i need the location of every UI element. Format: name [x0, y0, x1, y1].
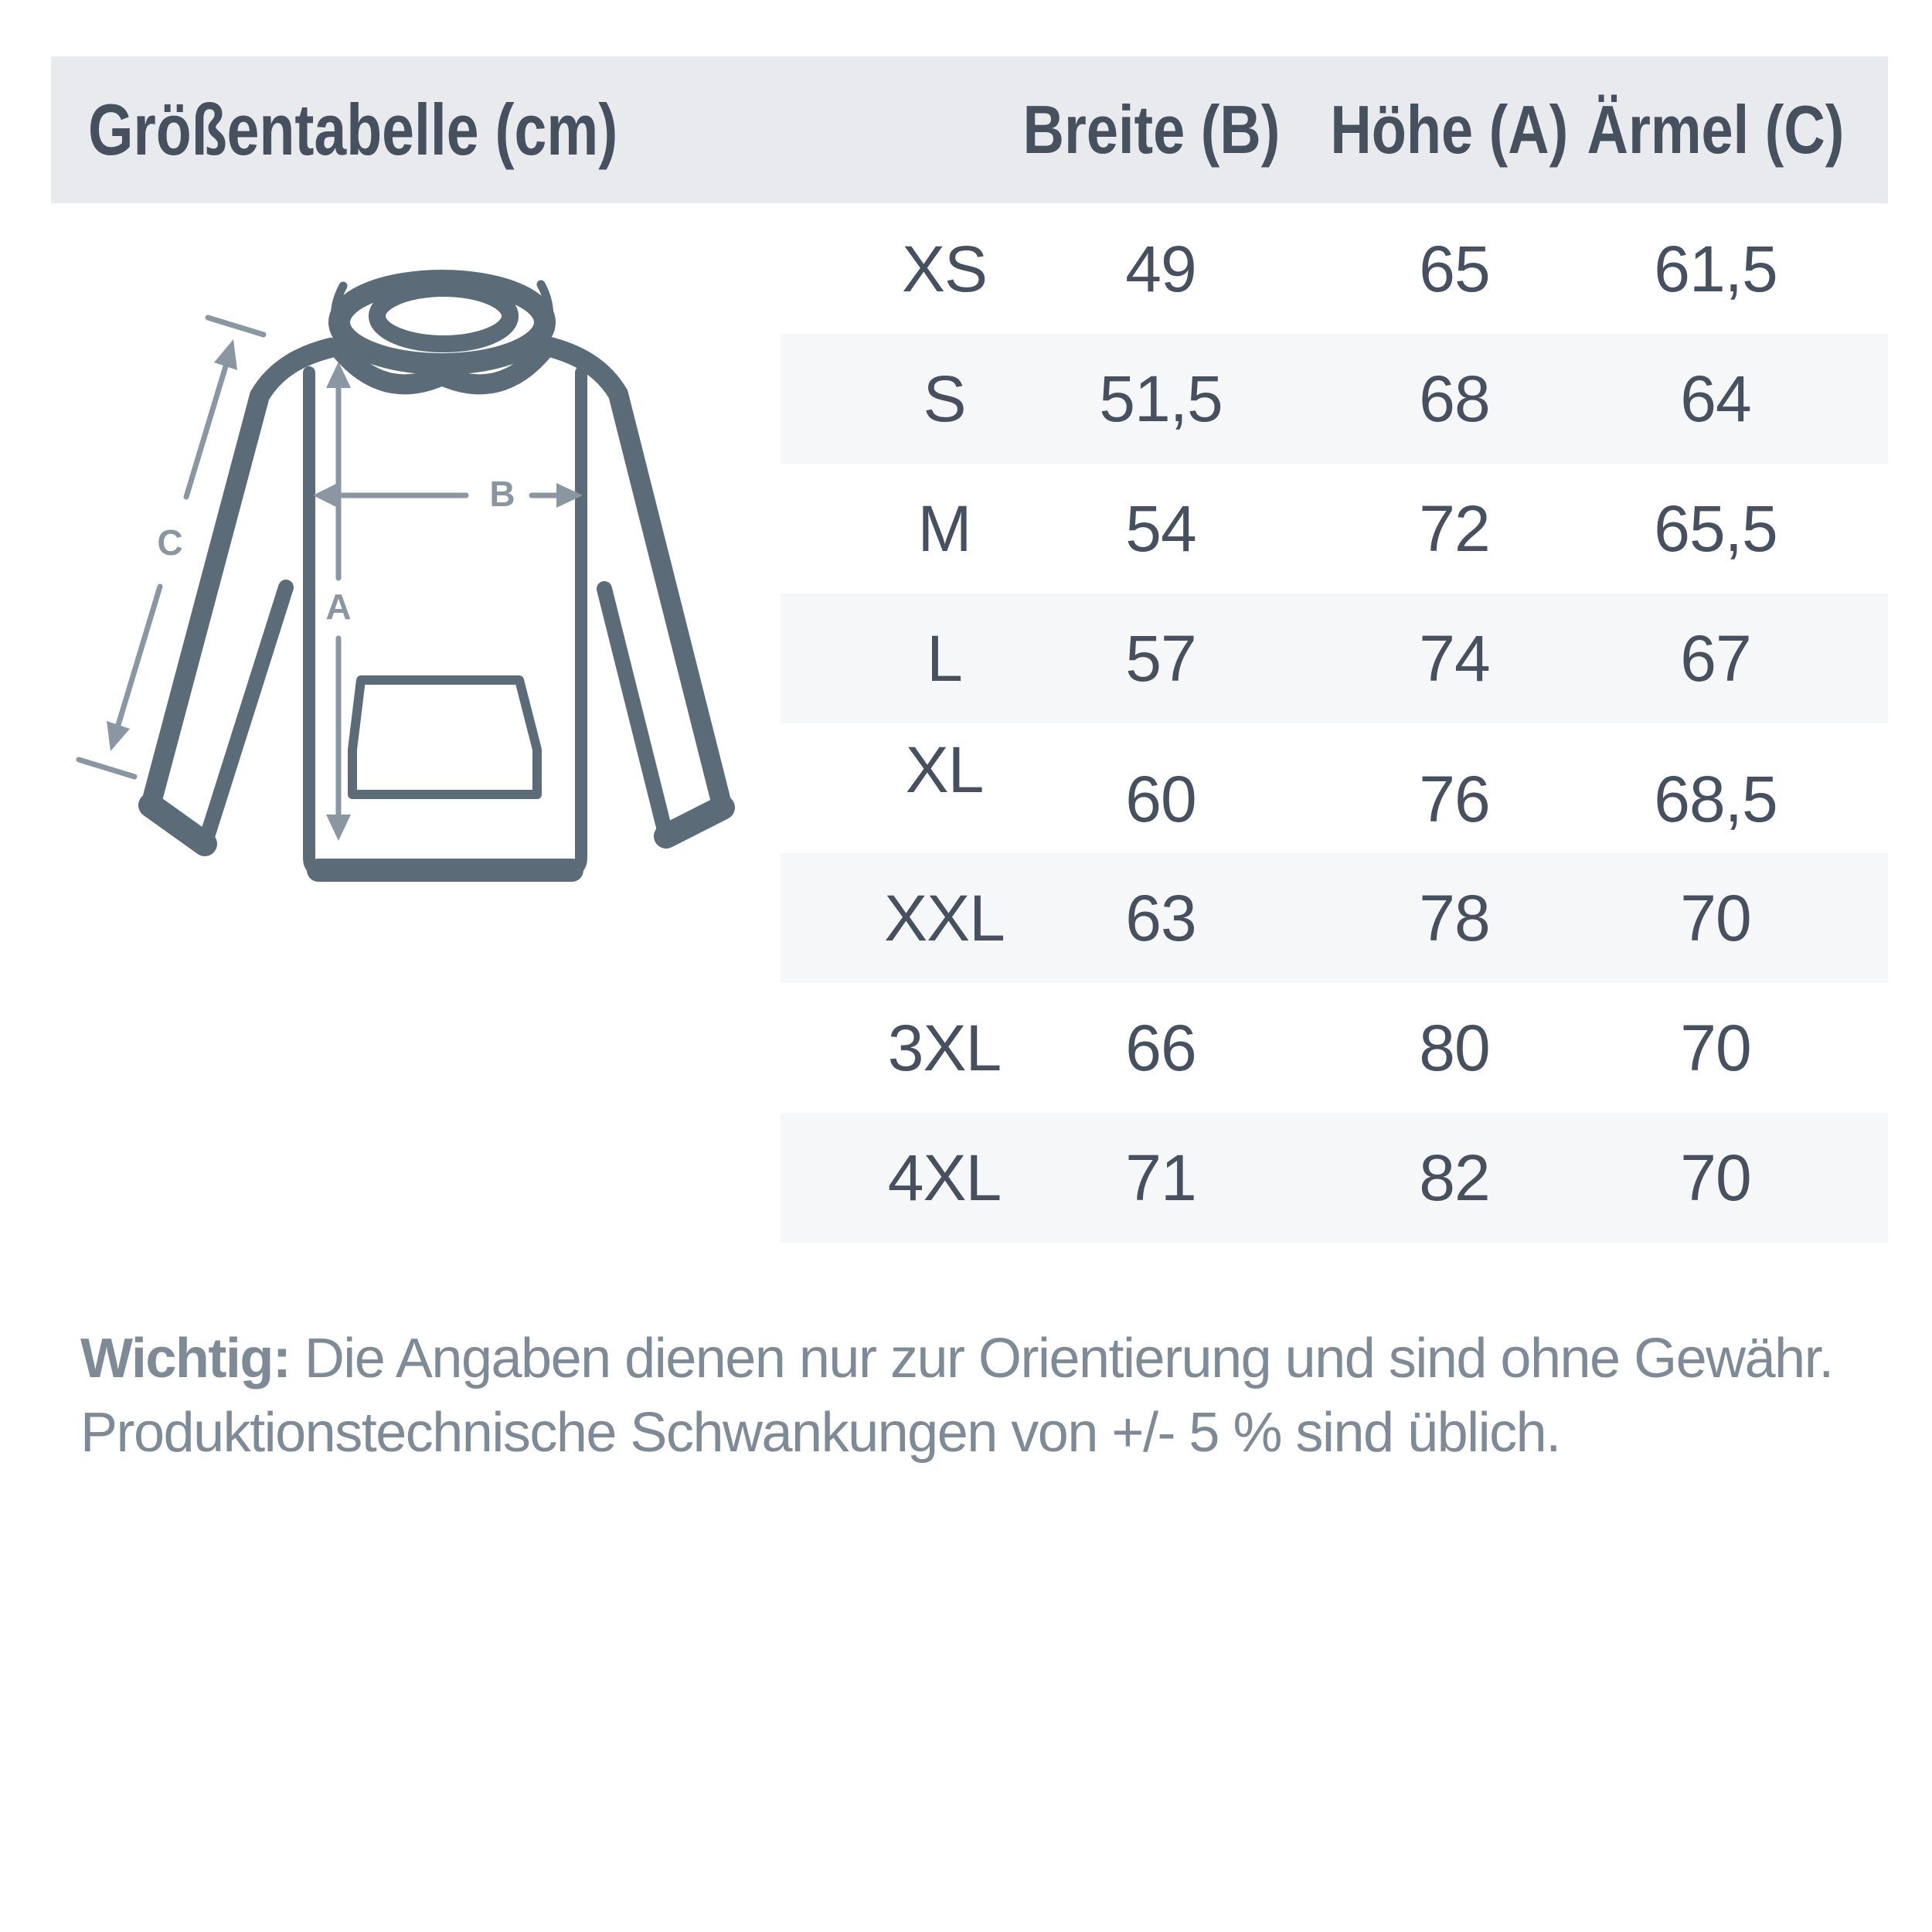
table-row-4xl — [0, 1113, 1932, 1243]
disclaimer-bold: Wichtig: — [80, 1328, 291, 1389]
arrow-c-head-up — [214, 339, 237, 370]
aermel-cell: 70 — [1680, 1012, 1751, 1084]
arrow-c-line-bottom — [118, 587, 160, 725]
disclaimer-note — [80, 1321, 1889, 1470]
breite-cell: 51,5 — [1099, 362, 1223, 435]
disclaimer-line1: Die Angaben dienen nur zur Orientierung und sind ohne Gewähr. — [304, 1328, 1833, 1389]
left-sleeve-inner — [205, 587, 286, 844]
size-cell: XS — [901, 233, 988, 305]
aermel-cell: 64 — [1680, 362, 1751, 435]
right-cuff — [666, 808, 723, 836]
breite-cell: 54 — [1125, 492, 1196, 565]
arrow-c-head-down — [107, 721, 130, 751]
column-header-hoehe: Höhe (A) — [1330, 91, 1568, 168]
column-header-breite: Breite (B) — [1022, 91, 1281, 168]
label-b: B — [489, 474, 515, 514]
label-a: A — [325, 587, 352, 627]
aermel-cell: 68,5 — [1654, 763, 1777, 835]
page-title-text: Größentabelle (cm) — [88, 89, 618, 170]
right-sleeve-inner — [604, 589, 666, 836]
hoehe-cell: 82 — [1419, 1141, 1490, 1214]
size-cell: 3XL — [887, 1012, 1002, 1084]
hoehe-cell: 80 — [1419, 1012, 1490, 1084]
size-cell: S — [923, 362, 966, 435]
kangaroo-pocket — [352, 680, 537, 794]
breite-cell: 71 — [1125, 1141, 1196, 1214]
page-title — [88, 56, 750, 203]
hood-inner-ring — [377, 288, 510, 344]
hoodie-diagram — [46, 209, 804, 889]
breite-cell: 49 — [1125, 233, 1196, 305]
table-row-3xl — [0, 983, 1932, 1113]
column-header-aermel: Ärmel (C) — [1587, 91, 1845, 168]
size-cell: XXL — [884, 882, 1005, 954]
size-cell: L — [927, 622, 962, 695]
arrow-c-tick-bottom — [79, 760, 134, 777]
arrow-a-head-down — [326, 815, 351, 841]
arrow-b-head-left — [313, 483, 338, 508]
hoehe-cell: 78 — [1419, 882, 1490, 954]
left-cuff — [151, 805, 205, 844]
disclaimer-line2: Produktionstechnische Schwankungen von +/- 5 % sind üblich. — [80, 1402, 1560, 1464]
hoehe-cell: 74 — [1419, 622, 1490, 695]
size-cell: XL — [905, 733, 984, 806]
aermel-cell: 67 — [1680, 622, 1751, 695]
aermel-cell: 70 — [1680, 1141, 1751, 1214]
breite-cell: 60 — [1125, 763, 1196, 835]
arrow-c-line-top — [186, 366, 226, 497]
hoehe-cell: 68 — [1419, 362, 1490, 435]
hoehe-cell: 72 — [1419, 492, 1490, 565]
hoehe-cell: 65 — [1419, 233, 1490, 305]
aermel-cell: 65,5 — [1654, 492, 1777, 565]
breite-cell: 63 — [1125, 882, 1196, 954]
size-cell: M — [917, 492, 971, 565]
aermel-cell: 61,5 — [1654, 233, 1777, 305]
hoehe-cell: 76 — [1419, 763, 1490, 835]
breite-cell: 66 — [1125, 1012, 1196, 1084]
breite-cell: 57 — [1125, 622, 1196, 695]
size-cell: 4XL — [887, 1141, 1002, 1214]
label-c: C — [157, 522, 183, 563]
table-header — [51, 56, 1888, 203]
arrow-c-tick-top — [208, 318, 264, 335]
aermel-cell: 70 — [1680, 882, 1751, 954]
